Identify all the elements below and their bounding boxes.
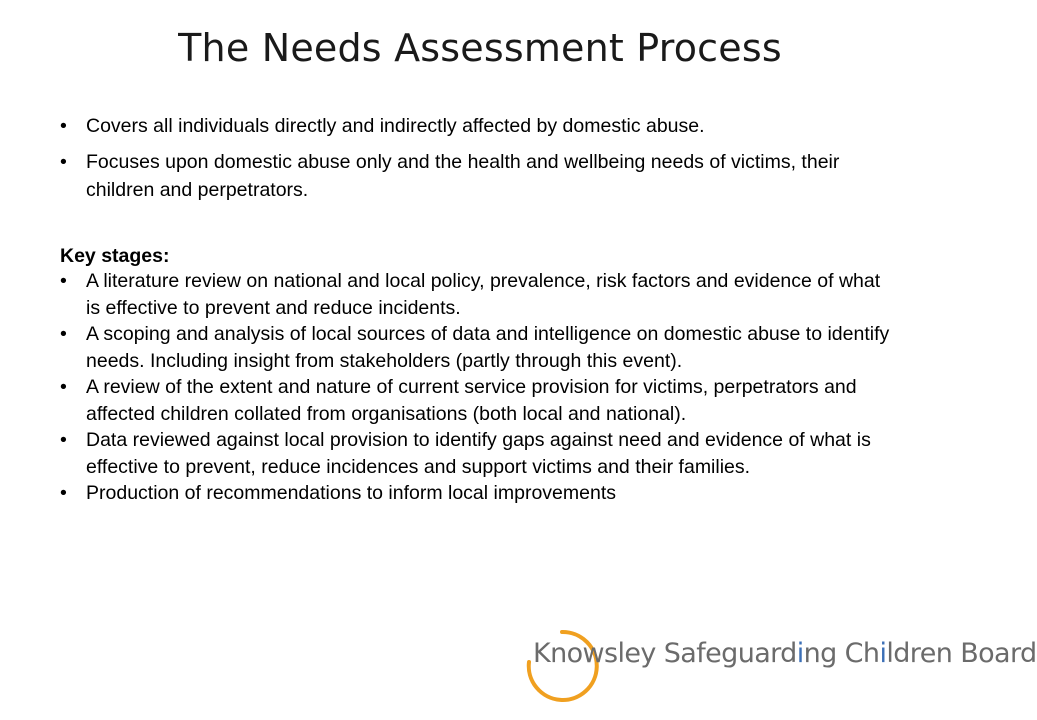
key-stage-item xyxy=(60,321,890,374)
bullet-marker: • xyxy=(60,429,67,451)
bullet-marker: • xyxy=(60,482,67,504)
key-stages-heading: Key stages: xyxy=(60,245,170,267)
logo-text-part: ldren Board xyxy=(886,638,1037,669)
bullet-marker: • xyxy=(60,323,67,345)
key-stage-text: A review of the extent and nature of current service provision for victims, perpetrators and affected children collated from organisations (both local and national). xyxy=(86,376,857,425)
intro-bullet-item xyxy=(60,148,890,204)
key-stage-item xyxy=(60,268,890,321)
intro-bullet-item xyxy=(60,112,890,140)
key-stages-list xyxy=(60,268,890,507)
key-stage-item xyxy=(60,374,890,427)
intro-bullet-list xyxy=(60,112,890,212)
logo-text-part: Knowsley Safeguard xyxy=(533,638,797,669)
slide-title: The Needs Assessment Process xyxy=(178,26,782,70)
bullet-marker: • xyxy=(60,376,67,398)
logo-accent-letter: i xyxy=(796,638,804,669)
key-stage-text: A literature review on national and local policy, prevalence, risk factors and evidence of what is effective to prevent and reduce incidents. xyxy=(86,270,881,319)
intro-bullet-text: Focuses upon domestic abuse only and the health and wellbeing needs of victims, their children and perpetrators. xyxy=(86,151,840,201)
key-stage-text: Data reviewed against local provision to identify gaps against need and evidence of what is effective to prevent, reduce incidences and support victims and their families. xyxy=(86,429,871,478)
bullet-marker: • xyxy=(60,151,67,173)
knowsley-logo xyxy=(533,638,1037,669)
key-stage-item xyxy=(60,427,890,480)
bullet-marker: • xyxy=(60,270,67,292)
intro-bullet-text: Covers all individuals directly and indirectly affected by domestic abuse. xyxy=(86,115,705,137)
key-stage-item xyxy=(60,480,890,507)
logo-text-part: ng Ch xyxy=(803,638,880,669)
key-stage-text: Production of recommendations to inform local improvements xyxy=(86,482,616,504)
logo-accent-letter: i xyxy=(879,638,887,669)
key-stage-text: A scoping and analysis of local sources of data and intelligence on domestic abuse to identify needs. Including insight from stakeholders (partly through this event). xyxy=(86,323,890,372)
bullet-marker: • xyxy=(60,115,67,137)
